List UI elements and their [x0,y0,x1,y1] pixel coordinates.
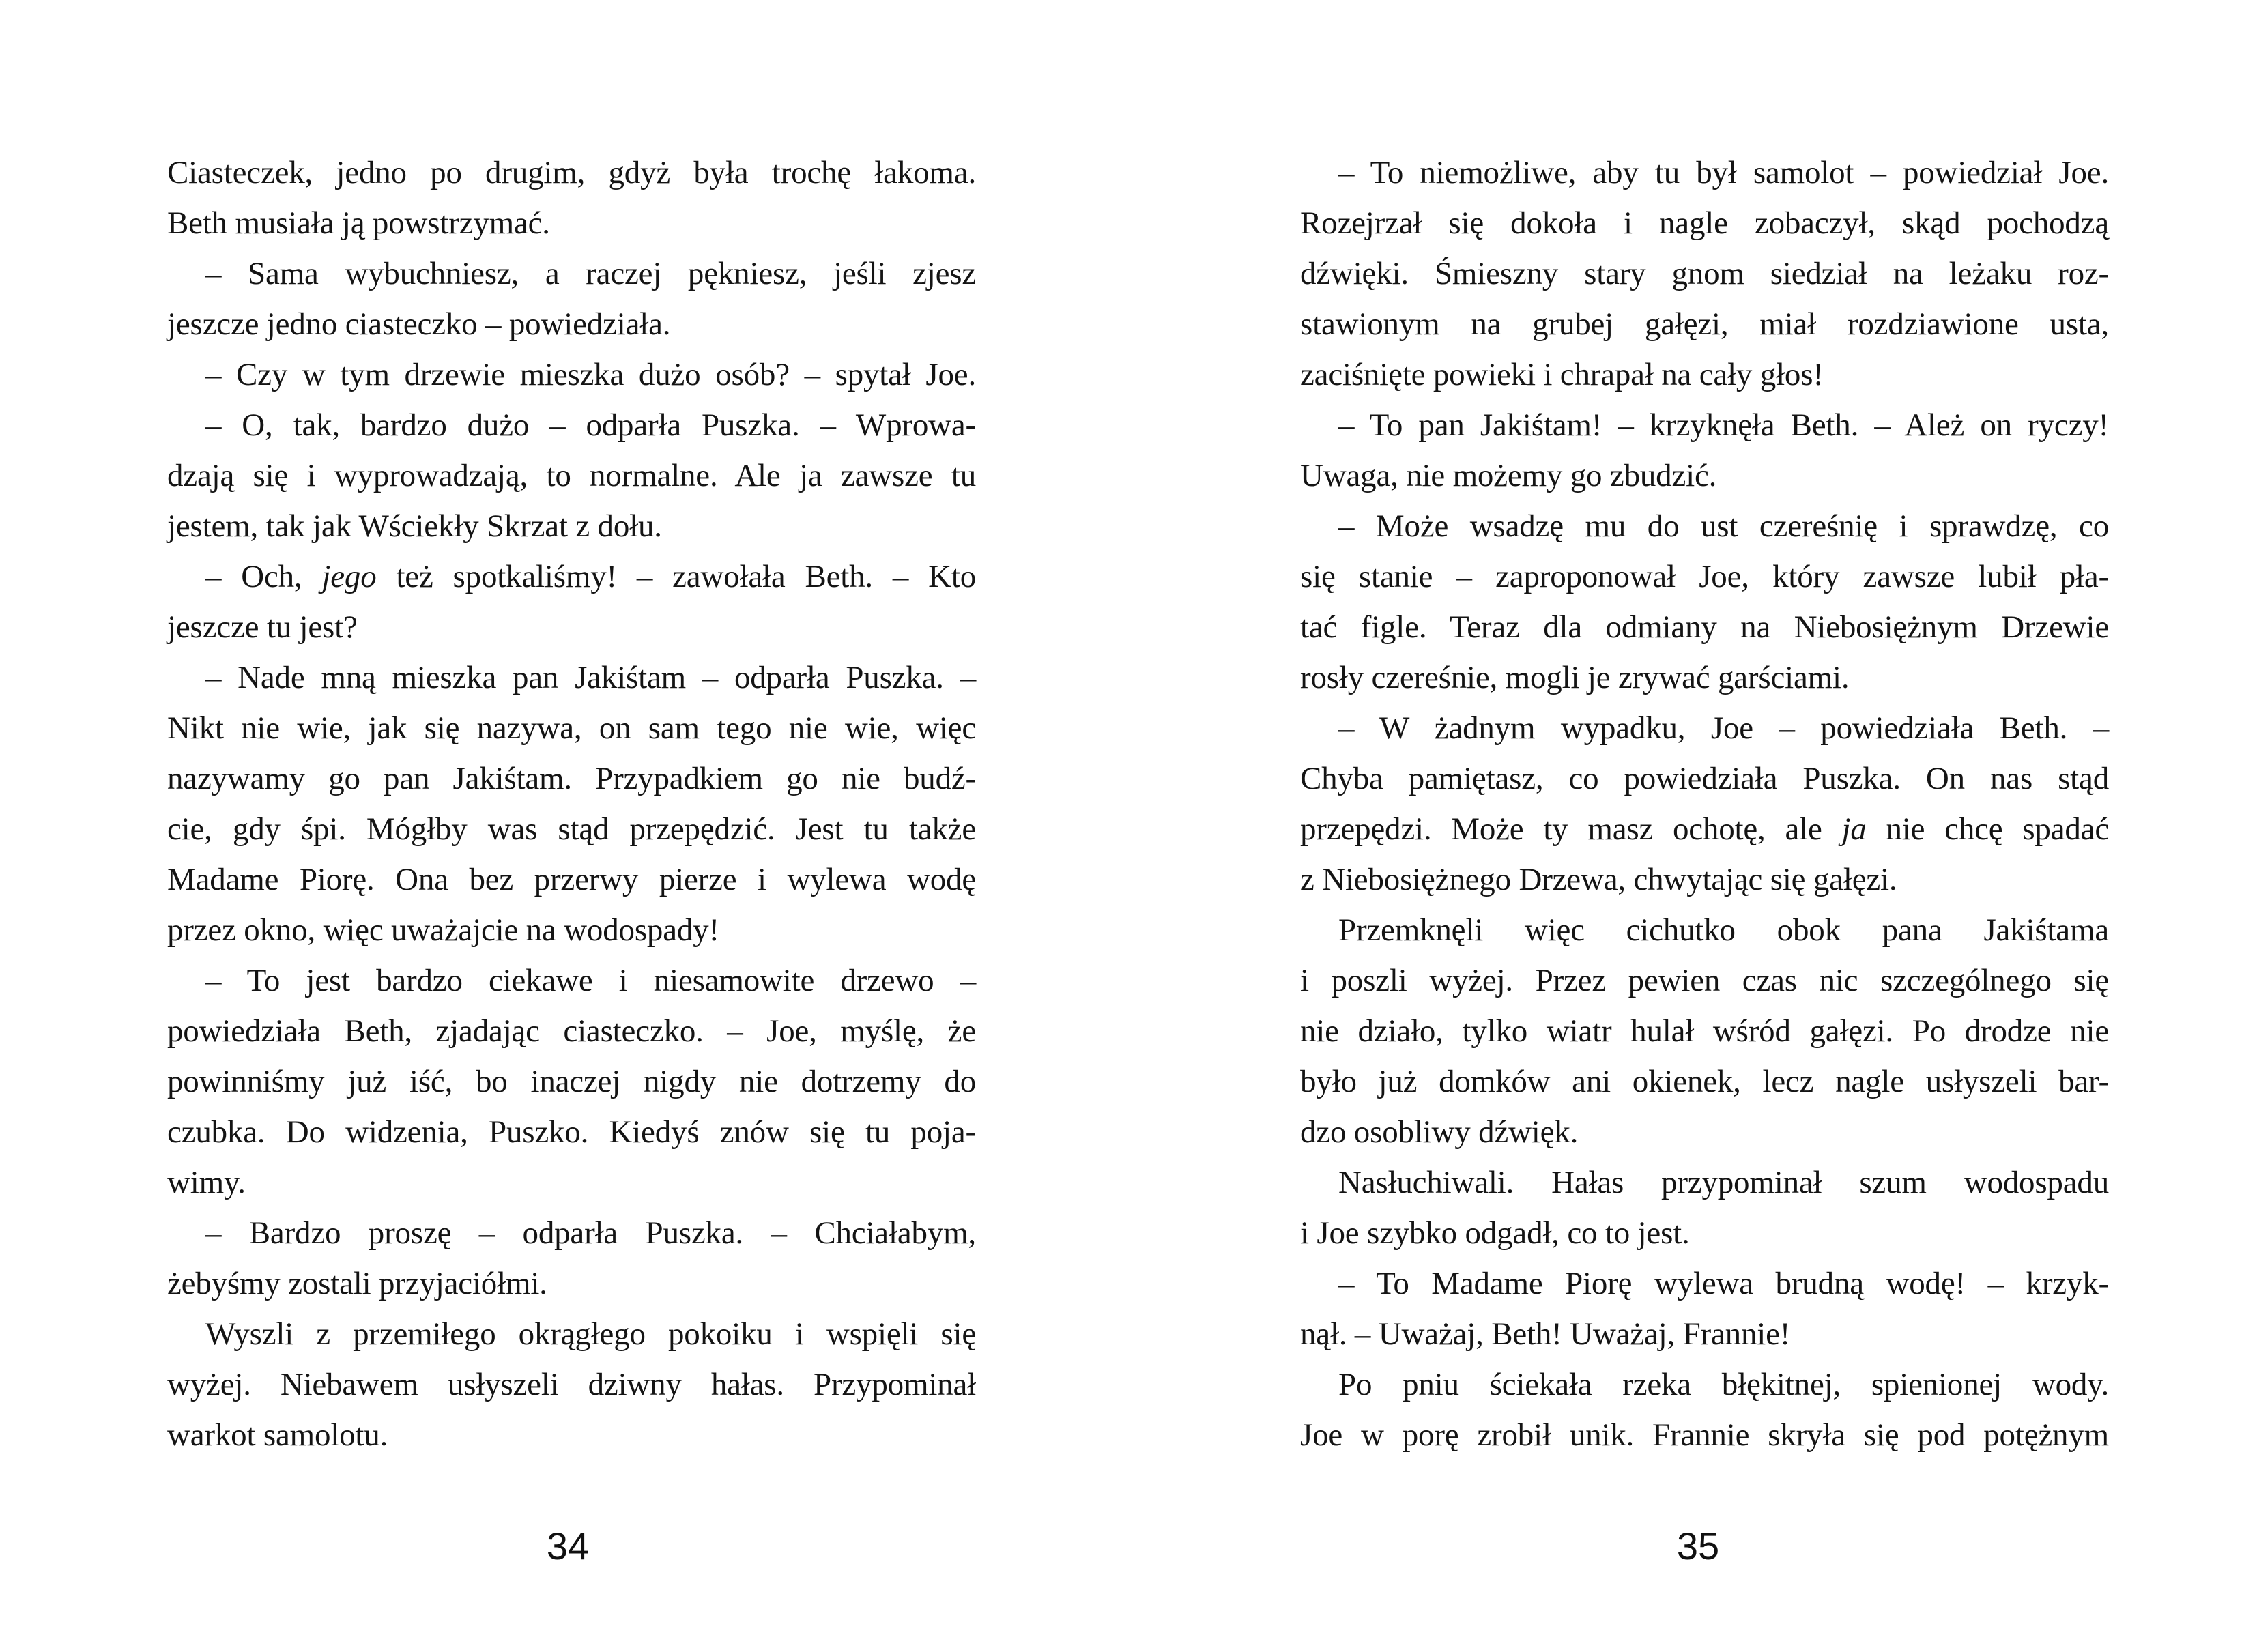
text-line: – Czy w tym drzewie mieszka dużo osób? – spytał Joe. [205,357,976,392]
left-page-text-column [167,147,976,1460]
text-line: wimy. [167,1165,246,1200]
text-line: Chyba pamiętasz, co powiedziała Puszka. On nas stąd [1300,761,2109,796]
text-line: Uwaga, nie możemy go zbudzić. [1300,458,1717,493]
text-line: zaciśnięte powieki i chrapał na cały głos! [1300,357,1824,392]
text-line: – Może wsadzę mu do ust czereśnię i sprawdzę, co [1338,508,2109,544]
text-line: żebyśmy zostali przyjaciółmi. [167,1266,547,1301]
text-line: Wyszli z przemiłego okrągłego pokoiku i wspięli się [205,1316,976,1352]
text-line: jeszcze jedno ciasteczko – powiedziała. [167,306,671,342]
text-line: nie działo, tylko wiatr hulał wśród gałęzi. Po drodze nie [1300,1013,2109,1049]
text-line: – Och, jego też spotkaliśmy! – zawołała Beth. – Kto [205,559,977,594]
text-line: przepędzi. Może ty masz ochotę, ale ja nie chcę spadać [1300,811,2109,847]
left-page-number: 34 [546,1524,590,1567]
text-line: Joe w porę zrobił unik. Frannie skryła się pod potężnym [1300,1417,2109,1453]
text-line: powiedziała Beth, zjadając ciasteczko. – Joe, myślę, że [167,1013,976,1049]
text-line: warkot samolotu. [167,1417,388,1453]
text-line: Nikt nie wie, jak się nazywa, on sam tego nie wie, więc [167,710,976,746]
text-line: – To Madame Piorę wylewa brudną wodę! – krzyk- [1338,1266,2109,1301]
text-line: – Bardzo proszę – odparła Puszka. – Chciałabym, [205,1215,976,1251]
text-line: i poszli wyżej. Przez pewien czas nic szczególnego się [1300,963,2109,998]
text-line: – To pan Jakiśtam! – krzyknęła Beth. – Ależ on ryczy! [1338,407,2109,443]
text-line: cie, gdy śpi. Mógłby was stąd przepędzić. Jest tu także [167,811,976,847]
right-page-number: 35 [1676,1524,1720,1567]
text-line: było już domków ani okienek, lecz nagle usłyszeli bar- [1300,1064,2109,1099]
text-line: jeszcze tu jest? [167,609,358,645]
text-line: z Niebosiężnego Drzewa, chwytając się gałęzi. [1300,862,1897,897]
text-line: tać figle. Teraz dla odmiany na Niebosiężnym Drzewie [1300,609,2109,645]
text-line: nął. – Uważaj, Beth! Uważaj, Frannie! [1300,1316,1791,1352]
text-line: – O, tak, bardzo dużo – odparła Puszka. – Wprowa- [205,407,976,443]
right-page-text-column [1300,147,2109,1460]
text-line: rosły czereśnie, mogli je zrywać garściami. [1300,660,1850,695]
text-line: czubka. Do widzenia, Puszko. Kiedyś znów się tu poja- [167,1114,976,1150]
text-line: Rozejrzał się dokoła i nagle zobaczył, skąd pochodzą [1300,205,2109,241]
text-line: jestem, tak jak Wściekły Skrzat z dołu. [167,508,662,544]
text-line: – W żadnym wypadku, Joe – powiedziała Beth. – [1338,710,2109,746]
text-line: się stanie – zaproponował Joe, który zawsze lubił pła- [1300,559,2109,594]
text-line: – Sama wybuchniesz, a raczej pękniesz, jeśli zjesz [205,256,976,291]
text-line: – To niemożliwe, aby tu był samolot – powiedział Joe. [1338,155,2109,190]
text-line: – Nade mną mieszka pan Jakiśtam – odparła Puszka. – [205,660,976,695]
text-line: dzo osobliwy dźwięk. [1300,1114,1579,1150]
text-line: dźwięki. Śmieszny stary gnom siedział na leżaku roz- [1300,256,2109,291]
text-line: Ciasteczek, jedno po drugim, gdyż była trochę łakoma. [167,155,976,190]
text-line: dzają się i wyprowadzają, to normalne. Ale ja zawsze tu [167,458,976,493]
text-line: Beth musiała ją powstrzymać. [167,205,550,241]
text-line: – To jest bardzo ciekawe i niesamowite drzewo – [205,963,976,998]
text-line: wyżej. Niebawem usłyszeli dziwny hałas. Przypominał [167,1367,976,1402]
text-line: Madame Piorę. Ona bez przerwy pierze i wylewa wodę [167,862,976,897]
text-line: Przemknęli więc cichutko obok pana Jakiśtama [1338,912,2109,948]
text-line: Po pniu ściekała rzeka błękitnej, spienionej wody. [1338,1367,2109,1402]
text-line: nazywamy go pan Jakiśtam. Przypadkiem go nie budź- [167,761,976,796]
text-line: stawionym na grubej gałęzi, miał rozdziawione usta, [1300,306,2109,342]
text-line: powinniśmy już iść, bo inaczej nigdy nie dotrzemy do [167,1064,976,1099]
text-line: przez okno, więc uważajcie na wodospady! [167,912,719,948]
text-line: Nasłuchiwali. Hałas przypominał szum wodospadu [1338,1165,2109,1200]
text-line: i Joe szybko odgadł, co to jest. [1300,1215,1690,1251]
